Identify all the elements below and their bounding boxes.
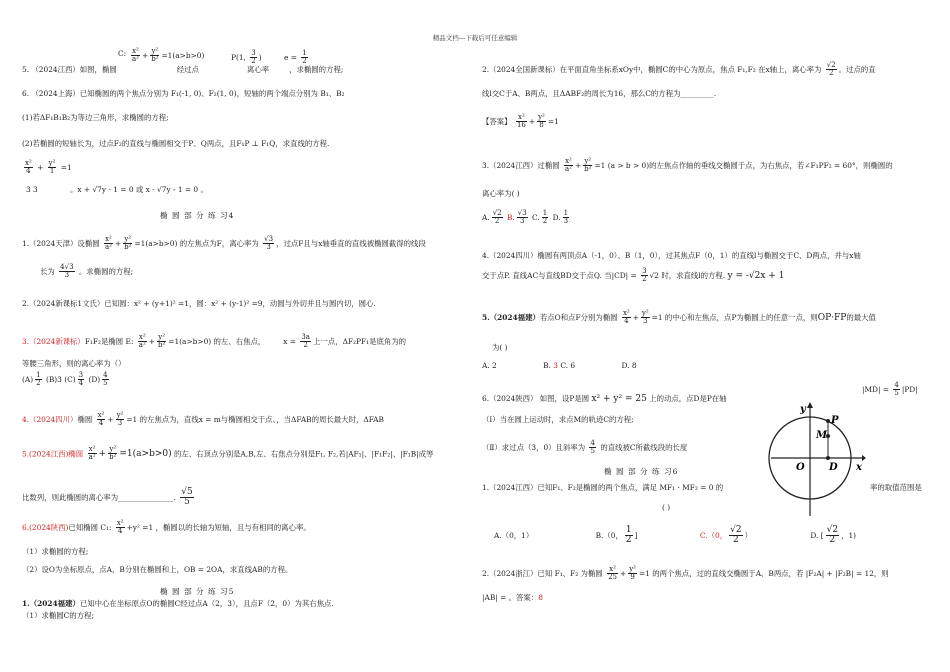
q6-part2: (2)若椭圆的短轴长为，过点F₂的直线与椭圆相交于P、Q两点，且F₁P ⊥ F₁Q，求直线的方程. bbox=[22, 139, 330, 148]
r-s6q1-options: A.（0，1） B.（0， $\frac{1}{2}$ ] C.（0， $\frac{√2}{2}$ ） D. [ $\frac{√2}{2}$ ，1) bbox=[494, 525, 857, 546]
r-q6-text: 6.（2024陕西） 如图，设P是圆 x² + y² = 25 上的动点，点D是P在轴 bbox=[482, 394, 727, 404]
q5-ecc: e = $\frac{1}{2}$ bbox=[284, 49, 307, 66]
section-title-4: 椭 圆 部 分 练 习4 bbox=[160, 211, 235, 220]
page-header: 精品文档---下载后可任意编辑 bbox=[432, 34, 518, 42]
s4q5-line2: 比数列，则此椭圆的离心率为_______________. $\frac{√5}{5}$ bbox=[22, 487, 193, 508]
point-d bbox=[826, 456, 830, 460]
q6-text: 6. （2024上海）已知椭圆的两个焦点分别为 F₁(-1, 0)、F₂(1, 0)，短轴的两个端点分别为 B₁、B₂ bbox=[22, 89, 345, 98]
circle-figure bbox=[766, 398, 866, 518]
s4q6-part1: （1）求椭圆的方程; bbox=[22, 547, 89, 556]
label-o: O bbox=[796, 462, 805, 473]
y-axis-arrow bbox=[807, 402, 813, 408]
q5-ellipse-label: C: bbox=[118, 49, 127, 58]
r-q6-part1: （Ⅰ）当在圆上运动时，求点M的轨迹C的方程; bbox=[482, 415, 634, 424]
r-q5-line2: 为( ) bbox=[492, 343, 508, 352]
answer-ellipse-denoms: 3 3 bbox=[26, 185, 38, 194]
point-p bbox=[826, 419, 830, 423]
s4q1-length: 长为 $\frac{4√3}{3}$ 。求椭圆的方程; bbox=[40, 263, 134, 280]
r-q3-text: 3.（2024江西）过椭圆 $\frac{\text{x²}}{\text{a²}}$ + $\frac{\text{y²}}{\text{b²}}$ =1 (a > b > 0)的左焦点作轴的垂线交椭圆于点，为右焦点，若∠F₁PF₂ = 60°，则椭圆的 bbox=[482, 157, 893, 174]
r-q6-md: |MD| = $\frac{4}{5}$ |PD| bbox=[862, 381, 918, 398]
r-q3-options: A. $\frac{√2}{2}$ B. $\frac{√3}{3}$ C. $\frac{1}{2}$ D. $\frac{1}{3}$ bbox=[482, 209, 569, 226]
s4q1-text: 1.（2024天津）设椭圆 $\frac{\text{x²}}{\text{a²}}$ + $\frac{\text{y²}}{\text{b²}}$ =1(a>b>0) 的左焦点为F，离心率为 $\frac{√3}{3}$ ，过点F且与x轴垂直的直线被椭圆截得的线段 bbox=[22, 235, 426, 252]
r-q2-text: 2.（2024全国新课标）在平面直角坐标系xOy中，椭圆C的中心为原点，焦点 F₁,F₂ 在x轴上，离心率为 $\frac{√2}{2}$ 。过点的直 bbox=[482, 61, 876, 78]
r-q6-part2: （Ⅱ）求过点（3，0）且斜率为 $\frac{4}{5}$ 的直线被C所截线段的长度 bbox=[482, 439, 688, 456]
s4q4-text: 4.（2024四川）椭圆 $\frac{\text{x²}}{4}$ + $\frac{\text{y²}}{3}$ =1 的左焦点为，直线x = m与椭圆相交于点、，当ΔFAB的周长最大时，ΔFAB bbox=[22, 411, 384, 428]
label-d: D bbox=[829, 462, 838, 473]
r-q2-answer: 【答案】 $\frac{\text{x²}}{16}$ + $\frac{\text{y²}}{8}$ =1 bbox=[482, 113, 559, 130]
q5-text: 5. （2024江西）如图，椭圆 经过点 离心率 ，求椭圆的方程; bbox=[22, 65, 344, 74]
s4q5-text: 5.(2024江西)椭圆 $\frac{\text{x²}}{\text{a²}}$ + $\frac{\text{y²}}{\text{b²}}$ =1(a>b>0) 的左、右顶点分别是A,B,左、右焦点分别是F₁, F₂,若|AF₁|、|F₁F₂|、|F₁B|成等 bbox=[22, 445, 434, 462]
r-s6q1-paren: ( ) bbox=[662, 503, 671, 512]
r-q5-text: 5.（2024福建）若点O和点F分别为椭圆 $\frac{\text{x²}}{4}$ + $\frac{\text{y²}}{3}$ =1 的中心和左焦点，点P为椭圆上的任意一点，则OP·FP的最大值 bbox=[482, 309, 876, 326]
label-y: y bbox=[800, 404, 806, 415]
answer-lines: 。x + √7y - 1 = 0 或 x - √7y - 1 = 0 。 bbox=[70, 185, 208, 194]
r-s6q1-text: 1.（2024江西）已知F₁、F₂是椭圆的两个焦点，满足 MF₁ · MF₂ = 0 的 bbox=[482, 483, 724, 492]
section-title-6: 椭 圆 部 分 练 习6 bbox=[604, 467, 679, 476]
label-p: P bbox=[831, 415, 839, 426]
r-s6q1-tail: 率的取值范围是 bbox=[870, 483, 922, 492]
s4q3-options: (A) $\frac{1}{2}$ (B)3 (C) $\frac{3}{4}$ (D) $\frac{4}{5}$ bbox=[22, 371, 108, 388]
section-title-5: 椭 圆 部 分 练 习5 bbox=[160, 587, 235, 596]
s4q6-text: 6.(2024陕西)已知椭圆 C₁: $\frac{\text{x²}}{4}$ +y² =1 ，椭圆以的长轴为短轴，且与有相同的离心率。 bbox=[22, 519, 311, 536]
r-q2-line2: 线l交C于A、B两点，且ΔABF₂的周长为16，那么C的方程为_________. bbox=[482, 89, 717, 98]
s4q2-text: 2.（2024新课标1文氏）已知圆：x² + (y+1)² =1，圆：x² + (y-1)² =9，动圆与外切并且与圆内切，圆心. bbox=[22, 299, 376, 308]
r-q4-line2: 交于点P. 直线AC与直线BD交于点Q. 当|CD| = $\frac{3}{2}$ √2 时，求直线l的方程. y = -√2x + 1 bbox=[482, 267, 785, 284]
label-m: M bbox=[816, 430, 828, 441]
r-q3-line2: 离心率为( ) bbox=[482, 189, 520, 198]
x-axis-arrow bbox=[862, 455, 866, 461]
answer-ellipse-eq: $\frac{\text{x²}}{4}$ + $\frac{\text{y²}}{1}$ =1 bbox=[25, 159, 72, 176]
r-s6q2-text: 2.（2024浙江）已知 F₁、F₂ 为椭圆 $\frac{\text{x²}}{25}$ + $\frac{\text{y²}}{9}$ =1 的两个焦点，过的直线交椭圆于A、B两点，若 |F₂A| + |F₂B| = 12，则 bbox=[482, 565, 889, 582]
q5-point: P(1, $\frac{3}{2}$ ) bbox=[231, 49, 262, 66]
s5q1-text: 1.（2024福建）已知中心在坐标原点O的椭圆C经过点A（2，3），且点F（2，0）为其右焦点. bbox=[22, 599, 334, 608]
r-q4-text: 4.（2024四川）椭圆有两顶点A（-1，0）、B（1，0），过其焦点F（0，1）的直线l与椭圆交于C、D两点，并与x轴 bbox=[482, 251, 861, 260]
s4q6-part2: （2）设O为坐标原点，点A，B分别在椭圆和上，OB = 2OA，求直线AB的方程。 bbox=[22, 565, 293, 574]
q6-part1: (1)若ΔF₁B₁B₂为等边三角形，求椭圆的方程; bbox=[22, 113, 169, 122]
r-q5-options: A. 2 B. 3 C. 6 D. 8 bbox=[482, 361, 637, 370]
s5q1-part1: （1）求椭圆C的方程; bbox=[22, 611, 94, 620]
q5-ellipse-eq: $\frac{\text{x²}}{\text{a²}}$ + $\frac{\text{y²}}{\text{b²}}$ =1(a>b>0) bbox=[132, 47, 205, 64]
label-x: x bbox=[856, 462, 862, 473]
r-s6q2-line2: |AB| = 。答案：8 bbox=[482, 593, 543, 602]
s4q3-text: 3.（2024新课标）F₁F₂是椭圆 E: $\frac{\text{x²}}{\text{a²}}$ + $\frac{\text{y²}}{\text{b²}}$ =1(a>b>0) 的左、右焦点， x = $\frac{3a}{2}$ 上一点，ΔF₂PF₁是底角为的 bbox=[22, 333, 407, 350]
s4q3-line2: 等腰三角形，则的离心率为（） bbox=[22, 359, 126, 368]
